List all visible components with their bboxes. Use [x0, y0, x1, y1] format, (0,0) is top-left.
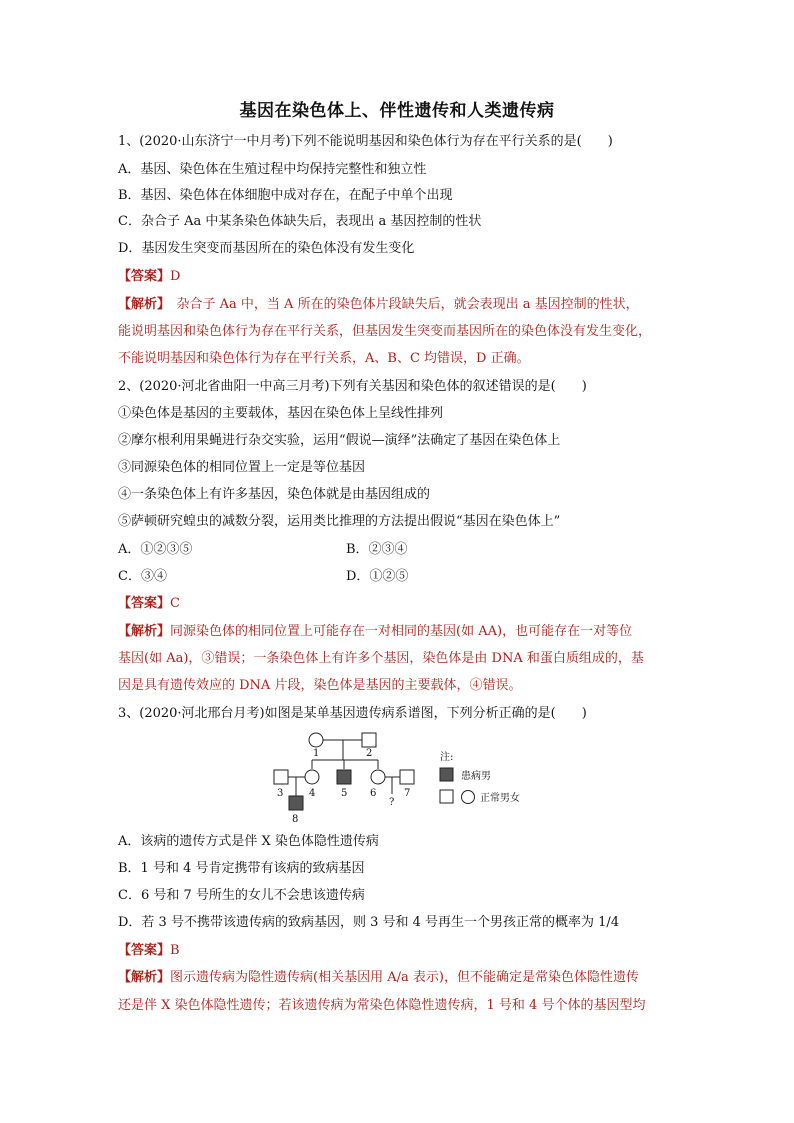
q2-item-4: ④一条染色体上有许多基因，染色体就是由基因组成的	[118, 487, 431, 502]
q3-option-a: A．该病的遗传方式是伴 X 染色体隐性遗传病	[118, 834, 379, 849]
answer-tag: 【答案】	[118, 943, 171, 958]
q1-answer	[118, 268, 180, 286]
label-5: 5	[341, 788, 348, 799]
label-unknown: ?	[389, 797, 395, 808]
q2-answer	[118, 595, 180, 613]
pedigree-chart	[260, 728, 540, 824]
legend-normal-male-symbol	[440, 790, 453, 803]
analysis-tag: 【解析】	[118, 970, 171, 985]
legend-normal-female-symbol	[462, 791, 475, 804]
individual-3	[274, 770, 288, 784]
legend-affected-label: 患病男	[461, 771, 491, 782]
label-3: 3	[277, 788, 284, 799]
q1-option-c: C．杂合子 Aa 中某条染色体缺失后，表现出 a 基因控制的性状	[118, 214, 482, 229]
q3-answer	[118, 942, 180, 960]
answer-tag: 【答案】	[118, 596, 171, 611]
q1-option-a: A．基因、染色体在生殖过程中均保持完整性和独立性	[118, 162, 427, 177]
q3-stem: 3、(2020·河北邢台月考)如图是某单基因遗传病系谱图，下列分析正确的是( )	[118, 706, 587, 721]
label-2: 2	[366, 748, 373, 759]
label-7: 7	[404, 788, 411, 799]
label-6: 6	[370, 788, 377, 799]
label-8: 8	[292, 814, 299, 824]
q1-analysis-line-1	[118, 296, 639, 314]
q2-stem: 2、(2020·河北省曲阳一中高三月考)下列有关基因和染色体的叙述错误的是( )	[118, 379, 587, 394]
analysis-tag: 【解析】	[118, 297, 164, 312]
individual-2	[362, 733, 376, 747]
q2-option-d: D．①②⑤	[346, 569, 409, 584]
q2-analysis-line-2: 基因(如 Aa)，③错误；一条染色体上有许多个基因，染色体是由 DNA 和蛋白质组成的，基	[118, 651, 644, 666]
individual-4	[305, 770, 319, 784]
q2-option-b: B．②③④	[346, 542, 408, 557]
q3-analysis-line-1	[118, 969, 639, 987]
q1-option-d: D．基因发生突变而基因所在的染色体没有发生变化	[118, 241, 415, 256]
page-title: 基因在染色体上、伴性遗传和人类遗传病	[239, 101, 555, 121]
q2-item-1: ①染色体是基因的主要载体，基因在染色体上呈线性排列	[118, 406, 444, 421]
legend-normal-label: 正常男女	[480, 793, 520, 804]
q1-stem: 1、(2020·山东济宁一中月考)下列不能说明基因和染色体行为存在平行关系的是( )	[118, 134, 613, 149]
analysis-text: 同源染色体的相同位置上可能存在一对相同的基因(如 AA)，也可能存在一对等位	[170, 624, 633, 639]
q2-option-c: C．③④	[118, 569, 167, 584]
q2-analysis-line-3: 因是具有遗传效应的 DNA 片段，染色体是基因的主要载体，④错误。	[118, 678, 522, 693]
analysis-text: 杂合子 Aa 中，当 A 所在的染色体片段缺失后，就会表现出 a 基因控制的性状，	[163, 297, 639, 312]
legend-affected-symbol	[440, 768, 453, 781]
q3-option-b: B．1 号和 4 号肯定携带有该病的致病基因	[118, 861, 365, 876]
answer-value: B	[170, 943, 180, 958]
individual-5	[337, 770, 351, 784]
individual-1	[309, 733, 323, 747]
q2-item-3: ③同源染色体的相同位置上一定是等位基因	[118, 460, 366, 475]
analysis-text: 图示遗传病为隐性遗传病(相关基因用 A/a 表示)，但不能确定是常染色体隐性遗传	[170, 970, 639, 985]
q2-option-a: A．①②③⑤	[118, 542, 193, 557]
legend-title: 注:	[440, 752, 454, 763]
q2-analysis-line-1	[118, 623, 632, 641]
label-4: 4	[309, 788, 316, 799]
answer-value: C	[170, 596, 180, 611]
analysis-tag: 【解析】	[118, 624, 171, 639]
individual-8	[289, 796, 303, 810]
q2-item-2: ②摩尔根利用果蝇进行杂交实验，运用“假说—演绎”法确定了基因在染色体上	[118, 433, 561, 448]
q1-option-b: B．基因、染色体在体细胞中成对存在，在配子中单个出现	[118, 188, 453, 203]
individual-6	[371, 770, 385, 784]
answer-tag: 【答案】	[118, 269, 171, 284]
q3-analysis-line-2: 还是伴 X 染色体隐性遗传；若该遗传病为常染色体隐性遗传病，1 号和 4 号个体的基因型均	[118, 998, 646, 1013]
answer-value: D	[170, 269, 181, 284]
individual-7	[400, 770, 414, 784]
q1-analysis-line-2: 能说明基因和染色体行为存在平行关系，但基因发生突变而基因所在的染色体没有发生变化，	[118, 324, 652, 339]
q1-analysis-line-3: 不能说明基因和染色体行为存在平行关系，A、B、C 均错误，D 正确。	[118, 351, 530, 366]
q3-option-d: D．若 3 号不携带该遗传病的致病基因，则 3 号和 4 号再生一个男孩正常的概率为 1/4	[118, 915, 620, 930]
q2-item-5: ⑤萨顿研究蝗虫的减数分裂，运用类比推理的方法提出假说“基因在染色体上”	[118, 514, 561, 529]
q3-option-c: C．6 号和 7 号所生的女儿不会患该遗传病	[118, 888, 365, 903]
label-1: 1	[313, 748, 320, 759]
